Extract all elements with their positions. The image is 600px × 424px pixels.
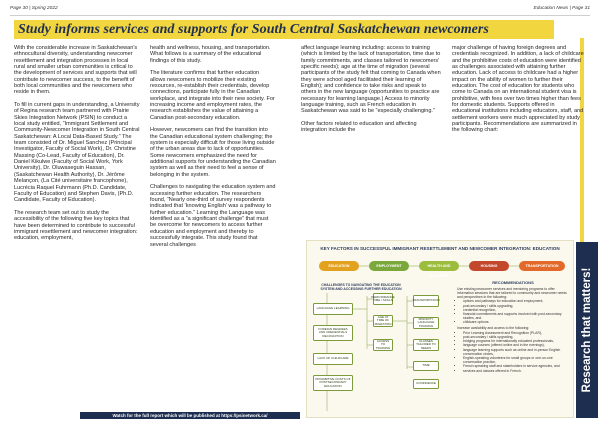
challenge-box-age: AGE AT TIME OF MIGRATION [374, 314, 392, 326]
challenge-box-confidence: CONFIDENCE [413, 379, 439, 389]
header-right: Education News | Page 31 [533, 6, 590, 11]
paragraph: To fill in current gaps in understanding, a University of Regina research team partnered with Prairie Skies Integration Network (PSIN) to conduct a local study entitled, “Immigrant Settlement and Community-Newcomer Integration in South Central Saskatchewan: A Local Data-Based Study.” The team consisted of Dr. Miguel Sanchez (Principal Investigator, Faculty of Social Work), Dr. Christine Massing (Co-Lead, Faculty of Education), Dr. Daniel Kikulwe (Faculty of Social Work, York University), Dr. Oluwaseguin Hassan, (Saskatchewan Health Authority), Dr. Jérôme Melançon, (La Cité universitaire francophone), Lucrécia Raquel Fuhrmann (Ph.D. Candidate, Faculty of Education) and Stephen Davis, (Ph.D. Candidate, Faculty of Education). [14, 102, 140, 204]
challenge-box-language-learning: LANGUAGE LEARNING [313, 303, 353, 315]
recommendations-intro: Use existing newcomer services and mentoring programs to offer information sessions that are tailored to community and newcomer needs and perspectives in the following: [457, 286, 567, 300]
list-item: • French-speaking staff and stakeholders in service agencies, and [463, 364, 569, 368]
paragraph: However, newcomers can find the transition into the Canadian educational system challenging; the system is especially difficult for those living outside of the urban areas due to lack of opportunities. Some newcomers emphasized the need for additional supports for understanding the Canadian system as well as their need to feel a sense of belonging in the system. [150, 127, 276, 178]
recommendations-list-access [457, 331, 569, 373]
recommendations-list-info [457, 299, 569, 324]
headline-text: Study informs services and supports for South Central Saskatchewan newcomers [18, 22, 489, 37]
paragraph: The literature confirms that further education allows newcomers to mobilize their existing resources, re-establish their credentials, develop connections, participate fully in the Canadian workplace, and integrate into their new society. For increasing income and employment rates, the research establishes the value of attaining a Canadian post-secondary education. [150, 70, 275, 121]
paragraph: Other factors related to education and affecting integration include the [301, 121, 417, 134]
list-item: • childcare options. [463, 320, 569, 324]
paragraph: affect language learning including: access to training (which is limited by the lack of transportation, time due to family commitments, and classes tailored to newcomers' specific needs); age at the time of migration (several participants of the study felt that coming to Canada when they were school aged facilitated their learning of English); and confidence to take risks and speak to others in the new language (opportunities to practice are necessary for learning language.) Access to minority language training, such as French education in Saskatchewan was said to be “especially challenging.” [301, 45, 441, 115]
challenge-box-credentials: FOREIGN DEGREES AND CREDENTIALS RECOGNITION [313, 325, 353, 341]
list-item: • services and classes offered in French. [463, 369, 569, 373]
recommendations-subhead: Increase availability and access to the following: [457, 325, 530, 330]
challenge-box-time-skills: PERFORMANCE TIME / SKILLS [373, 293, 393, 305]
list-item: • post-secondary / skills upgrading, [463, 304, 569, 308]
recommendations-panel [457, 281, 569, 415]
paragraph: The research team set out to study the accessibility of the following five key topics that have been determined to contribute to successful immigrant resettlement and newcomer integration: education, employment, [14, 209, 138, 242]
article-column-4 [452, 45, 584, 140]
paragraph: major challenge of having foreign degrees and credentials recognized. In addition, a lack of childcare and the prohibitive costs of education were identified as challenges associated with attaining further education. Lack of access to childcare had a higher impact on the ability of women to further their education. The cost of education for students who come to Canada on an international student visa is prohibitive, with fees over two times higher than fees for domestic students. Supports offered in educational institutions including educators, staff, and settlement workers were much appreciated by study participants. Recommendations are summarized in the following chart: [452, 45, 584, 134]
headline-banner [14, 20, 554, 39]
paragraph: health and wellness, housing, and transportation. What follows is a summary of the educational findings of this study. [150, 45, 271, 64]
article-column-3 [301, 45, 441, 140]
challenge-box-time: TIME [413, 361, 439, 371]
challenge-box-costs: PROHIBITIVE COSTS OF POSTSECONDARY EDUCATION [313, 375, 353, 391]
list-item: • language courses (offered online and in the evenings), [463, 343, 569, 347]
list-item: • bridging programs for internationally educated professionals, [463, 339, 569, 343]
challenge-box-access-training: ACCESS TO TRAINING [373, 339, 393, 351]
challenge-box-childcare: LACK OF CHILDCARE [313, 353, 353, 365]
footer-note: Watch for the full report which will be published at https://psinetwork.ca/ [80, 412, 300, 419]
list-item: • post-secondary / skills upgrading, [463, 335, 569, 339]
side-label: Research that matters! [581, 267, 593, 393]
education-factors-chart [306, 240, 574, 418]
header-left: Page 30 | Spring 2022 [10, 6, 58, 11]
list-item: • Prior Learning Assessment and Recognition (PLAR), [463, 331, 569, 335]
paragraph: Challenges to navigating the education system and accessing further education. The researchers found, “Nearly one-third of survey respondents indicated that ‘knowing English’ was a pathway to further education.” Learning the Language was identified as a “a significant challenge” that must be overcome for newcomers to access further education and employment and thereby to successfully integrate. This study found that several challenges [150, 184, 276, 248]
factor-pill-transportation: TRANSPORTATION [519, 261, 565, 271]
research-matters-sidebar [576, 242, 598, 418]
challenges-title: CHALLENGES TO NAVIGATING THE EDUCATION SYSTEM AND ACCESSING FURTHER EDUCATION [320, 283, 402, 291]
factor-pill-education: EDUCATION [319, 261, 359, 271]
header-rule [10, 15, 590, 16]
challenge-box-minority-language: MINORITY LANGUAGE TRAINING [413, 317, 439, 329]
article-column-1 [14, 45, 140, 248]
article-column-2 [150, 45, 276, 254]
list-item: • language learning supports such as online and in-person English conversation circles, [463, 348, 569, 356]
list-item: • credential recognition, [463, 308, 569, 312]
paragraph: With the considerable increase in Saskatchewan's ethnocultural diversity, understanding newcomer resettlement and integration processes in local rural and smaller urban communities is critical to the development of services and supports that will contribute to newcomer success, to the benefit of both local communities and the newcomers who reside in them. [14, 45, 138, 96]
list-item: • English-speaking volunteers for small groups or one-on-one conversation practice, [463, 356, 569, 364]
chart-title: KEY FACTORS IN SUCCESSFUL IMMIGRANT RESETTLEMENT AND NEWCOMER INTEGRATION: EDUCATION [320, 246, 560, 251]
recommendations-title: RECOMMENDATIONS [492, 280, 534, 285]
challenge-box-classes: CLASSES TAILORED TO NEEDS [413, 339, 439, 351]
list-item: • options and pathways for education and employment, [463, 299, 569, 303]
list-item: • financial commitments and supports involved with post-secondary studies, and [463, 312, 569, 320]
factor-pill-housing: HOUSING [469, 261, 509, 271]
challenge-box-transportation: TRANSPORTATION [413, 295, 439, 307]
factor-pill-health: HEALTH AND WELLNESS [419, 261, 459, 271]
factor-pill-employment: EMPLOYMENT [369, 261, 409, 271]
